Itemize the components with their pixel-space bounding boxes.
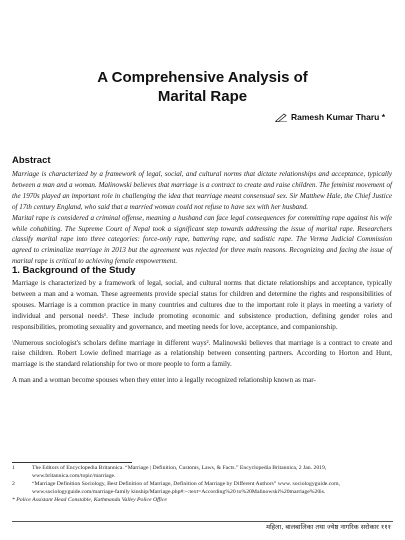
section-1-paragraph-3: A man and a woman become spouses when they enter into a legally recognized relationship known as mar- — [12, 376, 316, 385]
abstract-body — [12, 169, 392, 267]
section-1-body — [12, 278, 392, 391]
footer-journal-page: महिला, बालबालिका तथा ज्येष्ठ नागरिक सरोकार १११ — [266, 523, 391, 531]
footnote-2 — [12, 481, 392, 497]
section-1-paragraph-2: \Numerous sociologist's scholars define marriage in different ways². Malinowski believes that marriage is a contract to create and raise children. Robert Lowie defined marriage as a relationship between consenting partners. According to Horton and Hunt, marriage is the standard relationship for two or more people to form a family. — [12, 338, 392, 369]
section-1-paragraph-1: Marriage is characterized by a framework of legal, social, and cultural norms that dictate relationships and acceptance, typically between a man and a woman. These agreements provide special status for children and determine the rights and responsibilities of spouses. Marriage is a common practice in many countries and cultures due to the important role it plays in meeting a variety of individual and personal needs¹. These include promoting economic and subsistence production, defining gender roles and responsibilities, promoting sexuality and governance, and meeting needs for love, acceptance, and companionship. — [12, 279, 392, 331]
footnote-divider — [12, 462, 132, 463]
footnote-text: “Marriage Definition Sociology, Best Definition of Marriage, Definition of Marriage by Different Authors” www. sociologyguide.com, www.sociologyguide.com/marriage-family kinship/Marriage.php#:~:text=According%20 to%20Malinowski%20marriage%20is. — [32, 480, 340, 495]
section-1-heading: 1. Background of the Study — [12, 265, 136, 276]
abstract-paragraph-1: Marriage is characterized by a framework of legal, social, and cultural norms that dictate relationships and acceptance, typically between a man and a woman. Malinowski believes that marriage is a contract to create and raise children. The feminist movement of the 1970s played an important role in challenging the idea that marriage meant consensual sex. Sir Matthew Hale, the Chief Justice of 17th century England, who said that a married woman could not refuse to have sex with her husband. — [12, 170, 392, 211]
footnote-number: 1 — [12, 465, 15, 471]
abstract-heading: Abstract — [12, 155, 51, 166]
pen-icon — [275, 113, 287, 122]
article-title — [0, 68, 405, 106]
page-footer — [0, 521, 405, 540]
footnote-number: 2 — [12, 480, 15, 487]
author-byline — [275, 112, 385, 122]
article-title-line-1: A Comprehensive Analysis of — [97, 69, 308, 86]
footnote-1 — [12, 465, 392, 481]
footnotes — [12, 465, 392, 505]
article-title-line-2: Marital Rape — [157, 88, 248, 105]
footnote-text: The Editors of Encyclopedia Britannica. “Marriage | Definition, Customs, Laws, & Facts.” Encyclopedia Britannica, 2 Jan. 2019, www.britannica.com/topic/marriage. — [32, 465, 327, 479]
author-name: Ramesh Kumar Tharu * — [291, 112, 385, 122]
abstract-paragraph-2: Marital rape is considered a criminal offense, meaning a husband can face legal consequences for committing rape against his wife while cohabiting. The Supreme Court of Nepal took a significant step towards addressing the issue of marital rape. Researchers classify marital rape into three categories: force-only rape, battering rape, and sadistic rape. The Verma Judicial Commission agreed to criminalize marriage in 2013 but the agreement was rejected for three main reasons. Recognizing and facing the issue of marital rape is critical to achieving female empowerment. — [12, 213, 392, 266]
author-affiliation: * Police Assistant Head Constable, Kathmandu Valley Police Office — [12, 496, 167, 503]
